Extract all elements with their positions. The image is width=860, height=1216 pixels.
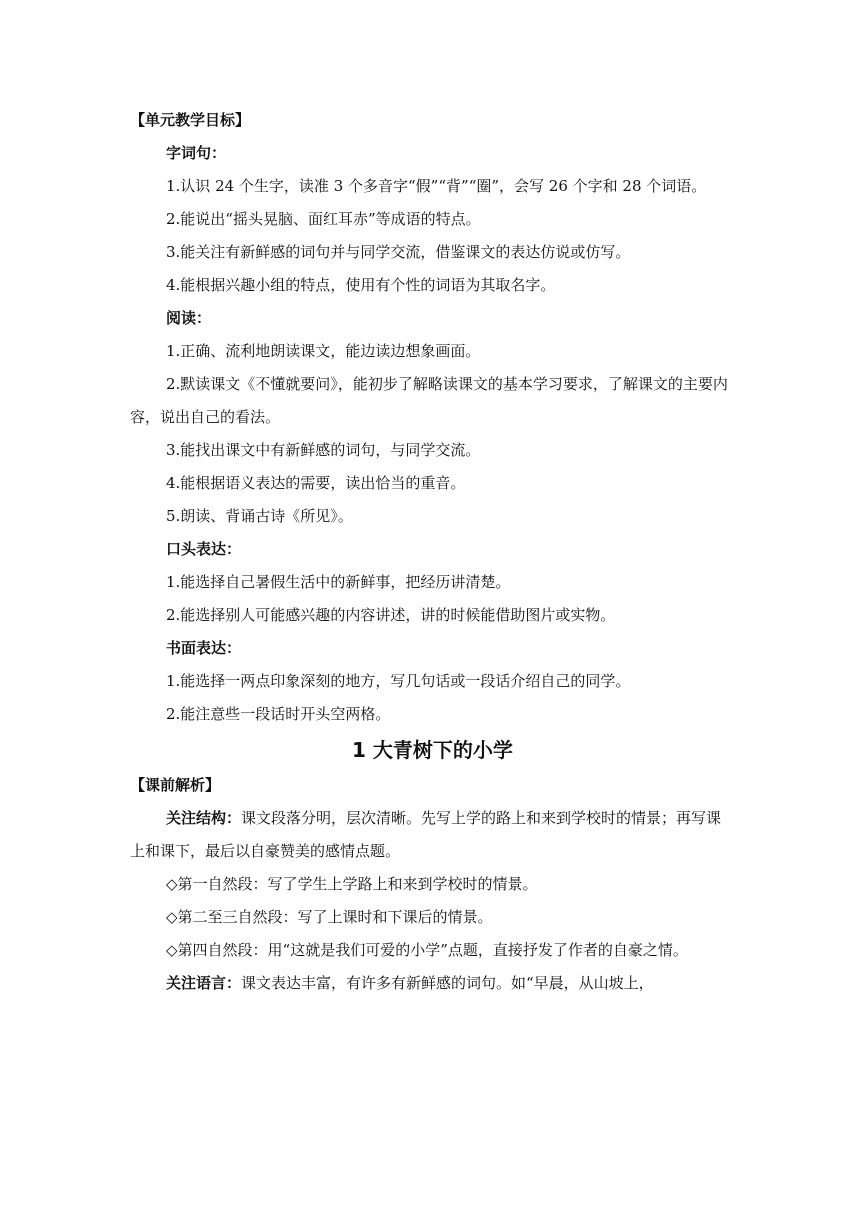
goal-item: 2.能说出“摇头晃脑、面红耳赤”等成语的特点。	[166, 210, 481, 228]
goal-item: 1.认识 24 个生字，读准 3 个多音字“假”“背”“圈”，会写 26 个字和 28 个词语。	[166, 177, 707, 195]
goal-item: 1.能选择自己暑假生活中的新鲜事，把经历讲清楚。	[166, 573, 511, 591]
goal-item: 3.能找出课文中有新鲜感的词句，与同学交流。	[166, 441, 481, 459]
document-content	[130, 104, 735, 1000]
paragraph-note: ◇第二至三自然段：写了上课时和下课后的情景。	[166, 908, 493, 926]
goal-item: 4.能根据兴趣小组的特点，使用有个性的词语为其取名字。	[166, 276, 556, 294]
section-title-oral: 口头表达：	[166, 540, 242, 558]
unit-goals-heading: 【单元教学目标】	[130, 111, 251, 129]
goal-item: 3.能关注有新鲜感的词句并与同学交流，借鉴课文的表达仿说或仿写。	[166, 243, 631, 261]
structure-text: 课文段落分明，层次清晰。先写上学的路上和来到学校时的情景；再写课上和课下，最后以自豪赞美的感情点题。	[130, 809, 722, 860]
language-paragraph	[130, 967, 735, 1000]
language-label: 关注语言：	[166, 974, 242, 992]
section-title-reading: 阅读：	[166, 309, 212, 327]
goal-item: 1.能选择一两点印象深刻的地方，写几句话或一段话介绍自己的同学。	[166, 672, 631, 690]
lesson-title: 1 大青树下的小学	[352, 738, 513, 762]
goal-item: 2.能注意些一段话时开头空两格。	[166, 705, 391, 723]
analysis-heading: 【课前解析】	[130, 776, 221, 794]
structure-label: 关注结构：	[166, 809, 242, 827]
goal-item: 4.能根据语义表达的需要，读出恰当的重音。	[166, 474, 466, 492]
goal-item: 2.能选择别人可能感兴趣的内容讲述，讲的时候能借助图片或实物。	[166, 606, 616, 624]
language-text: 课文表达丰富，有许多有新鲜感的词句。如“早晨，从山坡上，	[241, 974, 654, 992]
paragraph-note: ◇第一自然段：写了学生上学路上和来到学校时的情景。	[166, 875, 538, 893]
goal-item: 1.正确、流利地朗读课文，能边读边想象画面。	[166, 342, 481, 360]
structure-paragraph	[130, 802, 735, 868]
section-title-writing: 书面表达：	[166, 639, 242, 657]
goal-item: 2.默读课文《不懂就要问》，能初步了解略读课文的基本学习要求，了解课文的主要内容，说出自己的看法。	[130, 375, 728, 426]
section-title-vocabulary: 字词句：	[166, 144, 227, 162]
paragraph-note: ◇第四自然段：用“这就是我们可爱的小学”点题，直接抒发了作者的自豪之情。	[166, 941, 688, 959]
goal-item: 5.朗读、背诵古诗《所见》。	[166, 507, 353, 525]
